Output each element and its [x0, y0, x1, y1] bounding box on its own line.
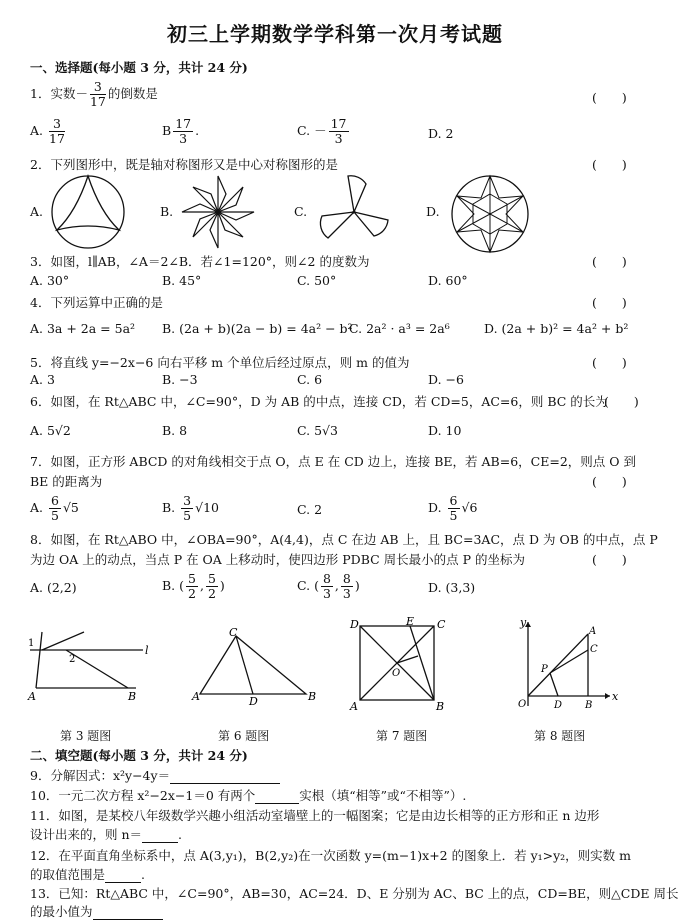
label-o: O [518, 699, 527, 710]
label-p: P [541, 664, 548, 675]
label-c: C [437, 618, 446, 631]
answer-bracket: ( ) [592, 295, 627, 310]
label-a: A [192, 690, 200, 703]
option-c: C. 2 [297, 502, 323, 517]
label-a: A [350, 700, 358, 713]
figure-q3 [28, 628, 148, 708]
question-12-line-1: 12．在平面直角坐标系中，点 A(3,y₁)，B(2,y₂)在一次函数 y=(m−1)x+2 的图象上．若 y₁>y₂，则实数 m [30, 848, 632, 863]
question-8-line-1: 8．如图，在 Rt△ABO 中，∠OBA=90°，A(4,4)，点 C 在边 AB 上，且 BC=3AC，点 D 为 OB 的中点，点 P [30, 532, 658, 547]
option-c: C. 5√3 [297, 423, 338, 438]
answer-blank[interactable] [105, 867, 141, 883]
figure-q7 [348, 616, 448, 716]
page-title: 初三上学期数学学科第一次月考试题 [167, 22, 503, 46]
option-c: C. 50° [297, 273, 337, 288]
answer-bracket: ( ) [592, 474, 627, 489]
caption-fig6: 第 6 题图 [218, 729, 270, 743]
label-x: x [612, 690, 619, 703]
question-12-line-2: 的取值范围是 . [30, 867, 145, 882]
option-b: B. [160, 204, 174, 219]
question-10: 10．一元二次方程 x²−2x−1＝0 有两个 实根（填“相等”或“不相等”）. [30, 788, 467, 803]
option-c: C. [294, 204, 308, 219]
answer-bracket: ( ) [592, 552, 627, 567]
label-e: E [406, 615, 415, 628]
label-b: B [128, 690, 137, 703]
label-b: B [308, 690, 317, 703]
label-y: y [520, 616, 527, 629]
caption-fig3: 第 3 题图 [60, 729, 112, 743]
label-o: O [392, 668, 401, 679]
label-d: D [249, 695, 258, 708]
x-axis-arrow-icon [605, 693, 610, 699]
option-d: D. −6 [428, 372, 464, 387]
option-a: A. 3 [30, 372, 55, 387]
question-8-line-2: 为边 OA 上的动点，当点 P 在 OA 上移动时，使四边形 PDBC 周长最小的点 P 的坐标为 [30, 552, 526, 567]
option-a: A. $\frac{6}{5}$ √5 [30, 493, 79, 523]
answer-blank[interactable] [255, 788, 299, 804]
option-b: B. $\frac{3}{5}$ √10 [162, 493, 219, 523]
option-d: D. 2 [428, 126, 454, 141]
option-c: C. 2a² · a³ = 2a⁶ [349, 321, 450, 336]
option-c: C. 6 [297, 372, 323, 387]
label-2: 2 [69, 654, 76, 665]
option-b: B. (2a + b)(2a − b) = 4a² − b² [162, 321, 353, 336]
label-b: B [585, 700, 593, 711]
label-a: A [589, 626, 597, 637]
figure-three-blade [314, 172, 394, 252]
label-l: l [145, 644, 149, 657]
question-13-line-2: 的最小值为 [30, 902, 163, 920]
option-b: B. ( $\frac{5}{2}$ , $\frac{5}{2}$ ) [162, 571, 225, 601]
option-b: B. 45° [162, 273, 202, 288]
caption-fig8: 第 8 题图 [534, 729, 586, 743]
caption-fig7: 第 7 题图 [376, 729, 428, 743]
answer-blank[interactable] [93, 904, 163, 920]
label-1: 1 [28, 638, 35, 649]
fraction: $\frac{3}{17}$ [89, 79, 106, 109]
figure-circle-triangle [48, 172, 128, 252]
option-c: C. ( $\frac{8}{3}$ , $\frac{8}{3}$ ) [297, 571, 360, 601]
answer-bracket: ( ) [592, 90, 627, 105]
label-d: D [350, 618, 359, 631]
question-9: 9．分解因式：x²y−4y＝ [30, 766, 280, 784]
section-choice-heading: 一、选择题(每小题 3 分，共计 24 分) [30, 60, 248, 75]
answer-blank[interactable] [170, 768, 280, 784]
question-11-line-2: 设计出来的，则 n＝ . [30, 827, 183, 842]
option-a: A. 5√2 [30, 423, 71, 438]
answer-bracket: ( ) [592, 157, 627, 172]
question-11-line-1: 11．如图，是某校八年级数学兴趣小组活动室墙壁上的一幅图案；它是由边长相等的正方形和正 n 边形 [30, 808, 600, 823]
option-a: A. 30° [30, 273, 70, 288]
question-4: 4．下列运算中正确的是 [30, 295, 163, 310]
label-c: C [590, 644, 598, 655]
option-d: D. (2a + b)² = 4a² + b² [484, 321, 629, 336]
question-7-line-1: 7．如图，正方形 ABCD 的对角线相交于点 O，点 E 在 CD 边上，连接 BE，若 AB=6，CE=2，则点 O 到 [30, 454, 636, 469]
question-6: 6．如图，在 Rt△ABC 中，∠C=90°，D 为 AB 的中点，连接 CD，若 CD=5，AC=6，则 BC 的长为 [30, 394, 608, 409]
answer-bracket: ( ) [592, 254, 627, 269]
option-d: D. 60° [428, 273, 468, 288]
answer-blank[interactable] [142, 827, 178, 843]
label-b: B [436, 700, 445, 713]
question-2: 2．下列图形中，既是轴对称图形又是中心对称图形的是 [30, 157, 338, 172]
option-d: D. (3,3) [428, 580, 476, 595]
figure-circle-star [448, 172, 532, 256]
option-d: D. 10 [428, 423, 462, 438]
label-d: D [554, 700, 563, 711]
option-c: C. － $\frac{17}{3}$ [297, 116, 347, 146]
option-d: D. [426, 204, 440, 219]
label-c: C [229, 626, 238, 639]
option-b: B. −3 [162, 372, 198, 387]
option-a: A. 3a + 2a = 5a² [30, 321, 136, 336]
label-a: A [28, 690, 36, 703]
option-a: A. (2,2) [30, 580, 77, 595]
figure-pinwheel [178, 172, 258, 252]
question-3: 3．如图，l∥AB，∠A＝2∠B．若∠1=120°，则∠2 的度数为 [30, 254, 370, 269]
option-a: A. [30, 204, 44, 219]
answer-bracket: ( ) [604, 394, 639, 409]
question-1: 1．实数－ $\frac{3}{17}$ 的倒数是 [30, 79, 158, 109]
question-5: 5．将直线 y=−2x−6 向右平移 m 个单位后经过原点，则 m 的值为 [30, 355, 410, 370]
option-b: B $\frac{17}{3}$ . [162, 116, 200, 146]
figure-q6 [192, 628, 322, 708]
option-a: A. $\frac{3}{17}$ [30, 116, 65, 146]
section-fill-heading: 二、填空题(每小题 3 分，共计 24 分) [30, 748, 248, 763]
question-13-line-1: 13．已知：Rt△ABC 中，∠C=90°，AB=30，AC=24．D、E 分别为 AC、BC 上的点，CD=BE，则△CDE 周长 [30, 886, 678, 901]
option-b: B. 8 [162, 423, 188, 438]
figure-q8 [510, 616, 620, 712]
question-7-line-2: BE 的距离为 [30, 474, 103, 489]
option-d: D. $\frac{6}{5}$ √6 [428, 493, 478, 523]
answer-bracket: ( ) [592, 355, 627, 370]
